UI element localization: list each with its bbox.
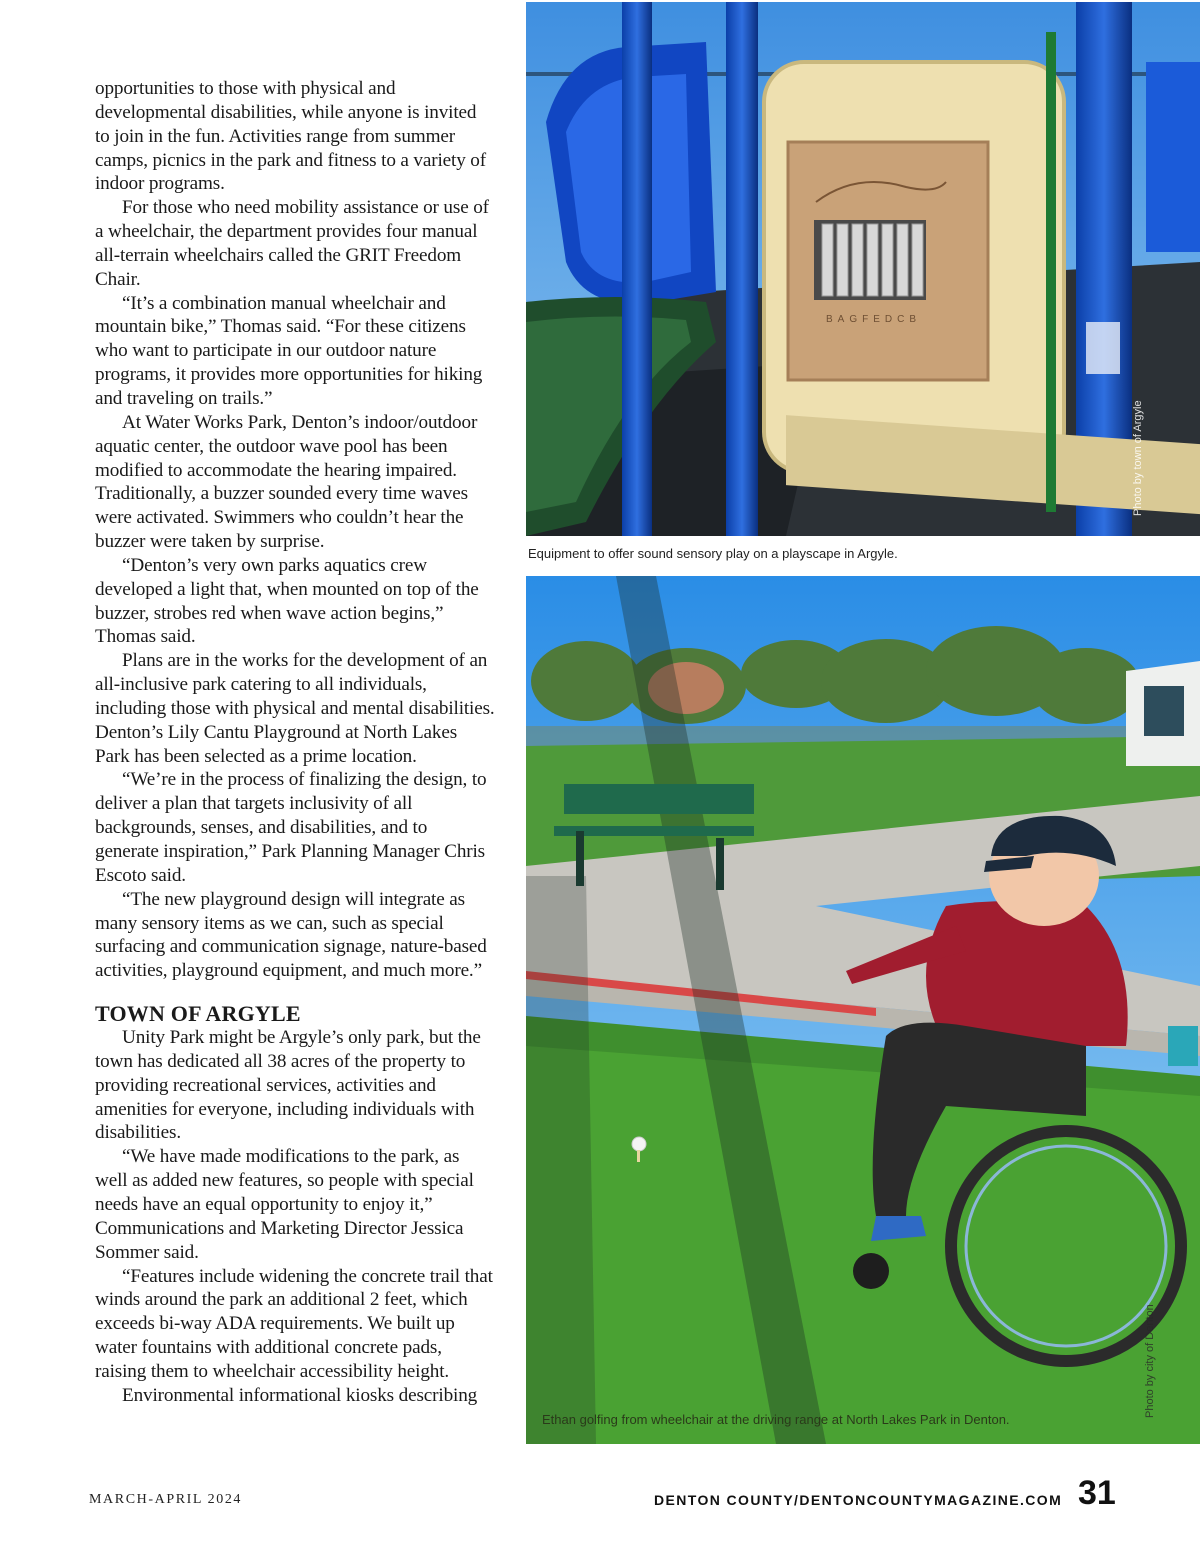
- paragraph: “We’re in the process of finalizing the design, to deliver a plan that targets inclusivity of all backgrounds, senses, and disabilities, and to generate inspiration,” Park Planning Manager Chris Escoto said.: [95, 769, 487, 886]
- golf-illustration: [526, 576, 1200, 1444]
- paragraph: “It’s a combination manual wheelchair and mountain bike,” Thomas said. “For these citizens who want to participate in our outdoor nature programs, it provides more opportunities for hiking and traveling on trails.”: [95, 292, 483, 409]
- article-column: [95, 77, 495, 1408]
- paragraph: Unity Park might be Argyle’s only park, but the town has dedicated all 38 acres of the property to providing recreational services, activities and amenities for everyone, including individuals with disabilities.: [95, 1027, 481, 1144]
- page-number: 31: [1078, 1474, 1116, 1512]
- photo-caption: Ethan golfing from wheelchair at the driving range at North Lakes Park in Denton.: [542, 1412, 1010, 1427]
- panel-letters: BAGFEDCB: [826, 314, 922, 325]
- playground-photo: [526, 2, 1200, 536]
- publication-name: DENTON COUNTY/DENTONCOUNTYMAGAZINE.COM: [654, 1492, 1063, 1508]
- paragraph: opportunities to those with physical and developmental disabilities, while anyone is invited to join in the fun. Activities range from summer camps, picnics in the park and fitness to a variety of indoor programs.: [95, 78, 486, 195]
- section-heading: TOWN OF ARGYLE: [95, 1001, 301, 1027]
- paragraph: “We have made modifications to the park, as well as added new features, so people with special needs have an equal opportunity to enjoy it,” Communications and Marketing Director Jessica Sommer said.: [95, 1146, 474, 1263]
- playground-illustration: [526, 2, 1200, 536]
- paragraph: For those who need mobility assistance or use of a wheelchair, the department provides four manual all-terrain wheelchairs called the GRIT Freedom Chair.: [95, 197, 489, 290]
- paragraph: “Features include widening the concrete trail that winds around the park an additional 2 feet, which exceeds bi-way ADA requirements. We built up water fountains with additional concrete pads, raising them to wheelchair accessibility height.: [95, 1265, 493, 1382]
- golf-photo: [526, 576, 1200, 1444]
- issue-date: MARCH-APRIL 2024: [89, 1492, 243, 1507]
- paragraph: At Water Works Park, Denton’s indoor/outdoor aquatic center, the outdoor wave pool has been modified to accommodate the hearing impaired. Traditionally, a buzzer sounded every time waves were activated. Swimmers who couldn’t hear the buzzer were taken by surprise.: [95, 411, 478, 553]
- paragraph: “Denton’s very own parks aquatics crew developed a light that, when mounted on top of the buzzer, strobes red when wave action begins,” Thomas said.: [95, 554, 479, 648]
- paragraph: Plans are in the works for the development of an all-inclusive park catering to all individuals, including those with physical and mental disabilities. Denton’s Lily Cantu Playground at North Lakes Park has been selected as a prime location.: [95, 650, 495, 767]
- paragraph: “The new playground design will integrate as many sensory items as we can, such as special surfacing and communication signage, nature-based activities, playground equipment, and much more.”: [95, 888, 487, 982]
- photo-caption: Equipment to offer sound sensory play on a playscape in Argyle.: [528, 546, 898, 561]
- photo-credit: Photo by city of Denton: [1144, 1304, 1156, 1418]
- paragraph: Environmental informational kiosks describing: [122, 1384, 478, 1406]
- photo-credit: Photo by town of Argyle: [1132, 400, 1144, 516]
